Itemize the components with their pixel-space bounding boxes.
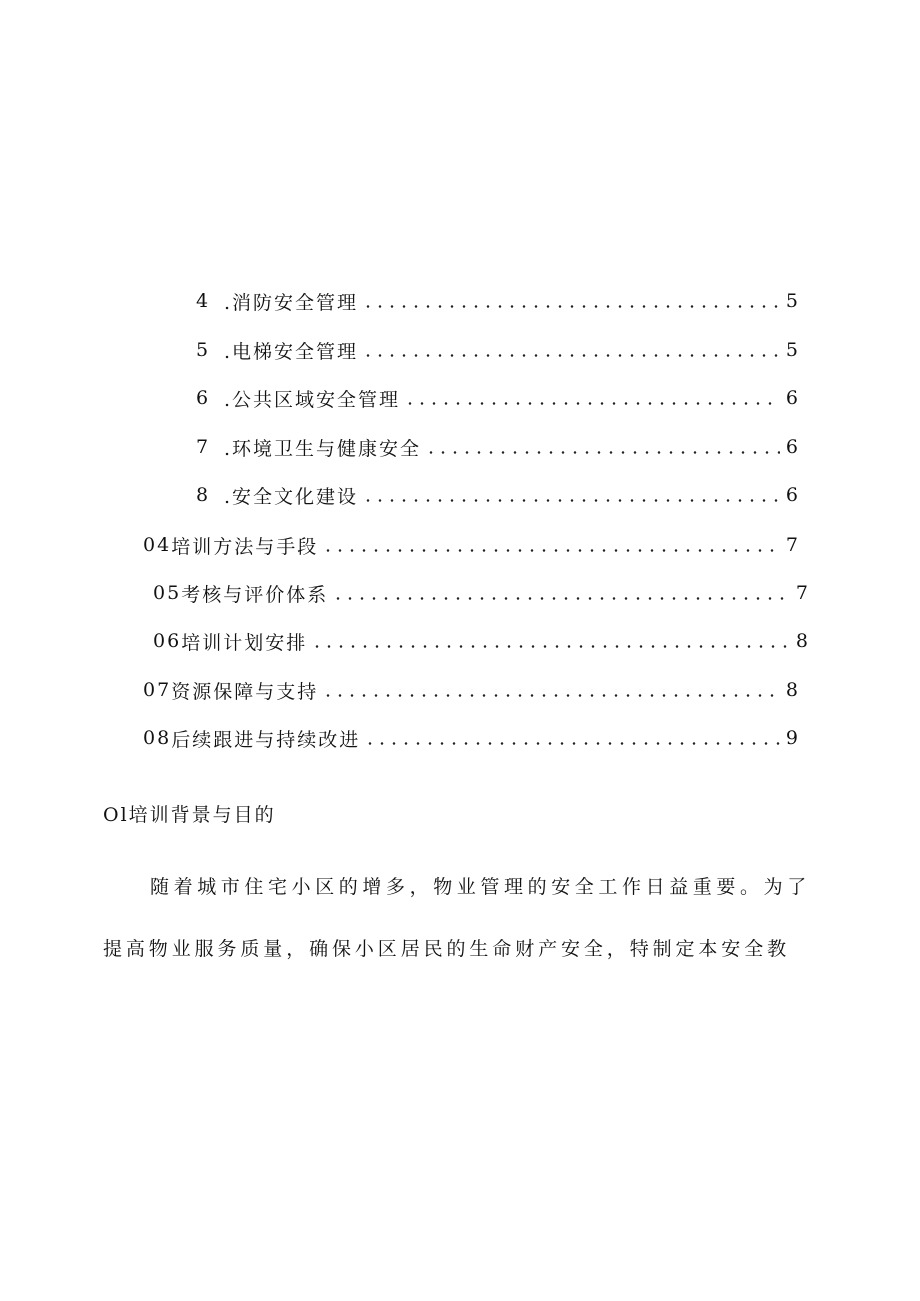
toc-entry[interactable] [196,479,798,511]
toc-entry-title: 资源保障与支持 [171,680,319,703]
toc-entry[interactable] [143,529,798,561]
toc-dot-leader [425,451,780,454]
toc-dot-leader [364,742,780,745]
toc-entry[interactable] [143,722,798,754]
toc-dot-leader [362,354,780,357]
toc-entry-page: 6 [785,387,798,409]
toc-entry-page: 9 [785,727,798,749]
toc-dot-leader [322,549,780,552]
toc-entry[interactable] [143,674,798,706]
toc-entry-page: 8 [785,679,798,701]
section-heading: Ol培训背景与目的 [103,804,276,826]
toc-entry-number: 6 [196,387,211,409]
toc-entry[interactable] [153,625,808,657]
toc-dot-leader [362,305,780,308]
toc-dot-leader [311,645,790,648]
toc-entry-title: .环境卫生与健康安全 [224,437,422,460]
toc-entry-page: 5 [785,339,798,361]
toc-entry-title: 培训计划安排 [181,631,308,654]
toc-entry-number: 4 [196,290,211,312]
toc-entry[interactable] [196,285,798,317]
toc-entry-page: 7 [795,582,808,604]
toc-entry-title: 培训方法与手段 [171,535,319,558]
toc-entry-title: .电梯安全管理 [224,340,359,363]
toc-entry-title: .公共区域安全管理 [224,388,401,411]
toc-entry-title: .消防安全管理 [224,291,359,314]
toc-entry-page: 8 [795,630,808,652]
toc-entry[interactable] [153,577,808,609]
toc-entry[interactable] [196,431,798,463]
toc-entry-title: 后续跟进与持续改进 [171,728,361,751]
toc-entry-page: 7 [785,534,798,556]
toc-dot-leader [404,402,780,405]
toc-entry-number: 05 [153,582,182,604]
paragraph-line: 随着城市住宅小区的增多，物业管理的安全工作日益重要。为了 [150,876,811,898]
toc-entry[interactable] [196,382,798,414]
toc-entry[interactable] [196,334,798,366]
toc-entry-page: 5 [785,290,798,312]
toc-entry-title: 考核与评价体系 [181,583,329,606]
toc-entry-number: 07 [143,679,172,701]
toc-entry-number: 04 [143,534,172,556]
toc-entry-number: 06 [153,630,182,652]
toc-entry-number: 5 [196,339,211,361]
toc-dot-leader [322,694,780,697]
toc-entry-number: 7 [196,436,211,458]
toc-dot-leader [362,499,780,502]
toc-dot-leader [332,597,790,600]
toc-entry-page: 6 [785,436,798,458]
paragraph-line: 提高物业服务质量，确保小区居民的生命财产安全，特制定本安全教 [103,938,791,960]
toc-entry-number: 8 [196,484,211,506]
toc-entry-page: 6 [785,484,798,506]
toc-entry-title: .安全文化建设 [224,485,359,508]
toc-entry-number: 08 [143,727,172,749]
